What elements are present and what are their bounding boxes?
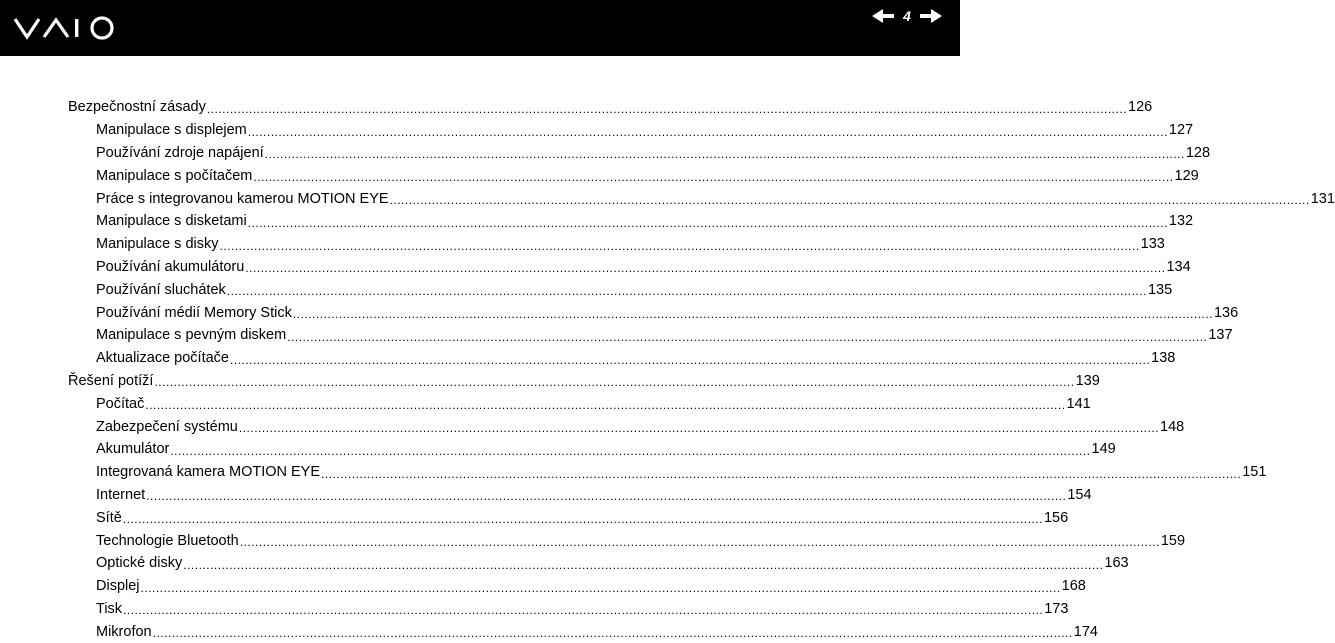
toc-entry[interactable]	[0, 438, 1116, 461]
toc-entry[interactable]	[0, 415, 1185, 438]
toc-section-entry[interactable]	[0, 370, 1100, 393]
toc-dot-leader	[287, 327, 1207, 344]
toc-entry[interactable]	[0, 233, 1165, 256]
toc-dot-leader	[227, 281, 1147, 298]
toc-entry[interactable]	[0, 324, 1233, 347]
toc-entry-title-link[interactable]: Tisk	[96, 600, 123, 617]
toc-entry[interactable]	[0, 620, 1098, 643]
toc-dot-leader	[183, 555, 1103, 572]
toc-dot-leader	[321, 464, 1241, 481]
toc-entry-title-link[interactable]: Integrovaná kamera MOTION EYE	[96, 464, 321, 481]
toc-entry-title-link[interactable]: Manipulace s pevným diskem	[96, 327, 287, 344]
toc-dot-leader	[123, 600, 1043, 617]
toc-dot-leader	[153, 623, 1073, 640]
toc-entry[interactable]	[0, 142, 1211, 165]
toc-entry-page-link[interactable]: 168	[1061, 578, 1086, 595]
toc-entry-page-link[interactable]: 135	[1147, 281, 1173, 298]
toc-entry[interactable]	[0, 392, 1091, 415]
toc-entry[interactable]	[0, 484, 1092, 507]
toc-entry-title-link[interactable]: Používání akumulátoru	[96, 258, 245, 275]
toc-entry[interactable]	[0, 552, 1129, 575]
toc-entry-page-link[interactable]: 149	[1091, 441, 1116, 458]
toc-dot-leader	[253, 167, 1173, 184]
toc-dot-leader	[207, 99, 1127, 116]
vaio-logo	[14, 13, 122, 43]
toc-entry-title-link[interactable]: Zabezpečení systému	[96, 418, 238, 435]
toc-entry-page-link[interactable]: 128	[1185, 144, 1211, 161]
toc-dot-leader	[248, 213, 1168, 230]
toc-entry[interactable]	[0, 575, 1086, 598]
toc-entry-page-link[interactable]: 156	[1043, 509, 1069, 526]
toc-entry[interactable]	[0, 119, 1194, 142]
toc-entry-page-link[interactable]: 126	[1128, 99, 1153, 116]
toc-entry-page-link[interactable]: 136	[1213, 304, 1239, 321]
toc-entry-page-link[interactable]: 132	[1168, 213, 1194, 230]
toc-entry-title-link[interactable]: Manipulace s počítačem	[96, 167, 253, 184]
toc-entry-page-link[interactable]: 138	[1151, 350, 1176, 367]
toc-entry-title-link[interactable]: Řešení potíží	[68, 372, 154, 389]
toc-entry-page-link[interactable]: 154	[1067, 486, 1092, 503]
toc-entry-title-link[interactable]: Manipulace s disky	[96, 236, 219, 253]
toc-entry[interactable]	[0, 301, 1239, 324]
page-navigation	[872, 6, 942, 26]
toc-entry[interactable]	[0, 256, 1191, 279]
toc-dot-leader	[145, 395, 1065, 412]
toc-entry[interactable]	[0, 210, 1194, 233]
toc-entry-page-link[interactable]: 129	[1174, 167, 1199, 184]
toc-entry-title-link[interactable]: Používání médií Memory Stick	[96, 304, 292, 321]
toc-entry-title-link[interactable]: Bezpečnostní zásady	[68, 99, 206, 116]
toc-entry-title-link[interactable]: Sítě	[96, 509, 122, 526]
toc-entry-page-link[interactable]: 133	[1140, 236, 1165, 253]
toc-entry[interactable]	[0, 461, 1267, 484]
next-page-arrow-icon[interactable]	[920, 9, 942, 23]
toc-entry-page-link[interactable]: 139	[1075, 372, 1100, 389]
toc-dot-leader	[220, 236, 1140, 253]
toc-dot-leader	[146, 486, 1066, 503]
toc-entry-title-link[interactable]: Mikrofon	[96, 623, 152, 640]
toc-dot-leader	[123, 509, 1043, 526]
table-of-contents	[0, 96, 1335, 643]
toc-entry-page-link[interactable]: 127	[1168, 122, 1194, 139]
page-number: 4	[903, 8, 911, 24]
page-header	[0, 0, 960, 56]
toc-entry[interactable]	[0, 164, 1199, 187]
toc-dot-leader	[245, 258, 1165, 275]
toc-dot-leader	[248, 122, 1168, 139]
toc-dot-leader	[141, 578, 1061, 595]
toc-entry-title-link[interactable]: Technologie Bluetooth	[96, 532, 239, 549]
toc-entry-title-link[interactable]: Akumulátor	[96, 441, 170, 458]
toc-entry[interactable]	[0, 598, 1069, 621]
toc-entry[interactable]	[0, 529, 1186, 552]
toc-entry-page-link[interactable]: 131	[1310, 190, 1335, 207]
toc-entry-page-link[interactable]: 141	[1066, 395, 1091, 412]
toc-entry[interactable]	[0, 506, 1069, 529]
toc-entry-title-link[interactable]: Počítač	[96, 395, 145, 412]
toc-entry-title-link[interactable]: Manipulace s disketami	[96, 213, 247, 230]
toc-entry-page-link[interactable]: 134	[1166, 258, 1191, 275]
toc-dot-leader	[265, 144, 1185, 161]
toc-dot-leader	[170, 441, 1090, 458]
toc-entry-title-link[interactable]: Internet	[96, 486, 146, 503]
toc-entry-page-link[interactable]: 159	[1160, 532, 1186, 549]
toc-entry-page-link[interactable]: 151	[1242, 464, 1267, 481]
toc-entry-title-link[interactable]: Používání sluchátek	[96, 281, 226, 298]
toc-entry-page-link[interactable]: 163	[1104, 555, 1129, 572]
toc-entry-page-link[interactable]: 148	[1160, 418, 1185, 435]
toc-entry[interactable]	[0, 347, 1176, 370]
toc-entry[interactable]	[0, 187, 1335, 210]
toc-dot-leader	[293, 304, 1213, 321]
toc-dot-leader	[390, 190, 1310, 207]
toc-section-entry[interactable]	[0, 96, 1153, 119]
toc-dot-leader	[240, 532, 1160, 549]
toc-dot-leader	[230, 350, 1150, 367]
toc-entry-page-link[interactable]: 137	[1208, 327, 1233, 344]
toc-entry[interactable]	[0, 278, 1173, 301]
toc-entry-title-link[interactable]: Optické disky	[96, 555, 183, 572]
toc-entry-title-link[interactable]: Práce s integrovanou kamerou MOTION EYE	[96, 190, 389, 207]
toc-entry-title-link[interactable]: Manipulace s displejem	[96, 122, 247, 139]
toc-entry-title-link[interactable]: Displej	[96, 578, 140, 595]
toc-entry-page-link[interactable]: 174	[1073, 623, 1098, 640]
toc-entry-title-link[interactable]: Aktualizace počítače	[96, 350, 229, 367]
toc-dot-leader	[239, 418, 1159, 435]
toc-entry-page-link[interactable]: 173	[1044, 600, 1069, 617]
toc-entry-title-link[interactable]: Používání zdroje napájení	[96, 144, 264, 161]
prev-page-arrow-icon[interactable]	[872, 9, 894, 23]
toc-dot-leader	[154, 372, 1074, 389]
